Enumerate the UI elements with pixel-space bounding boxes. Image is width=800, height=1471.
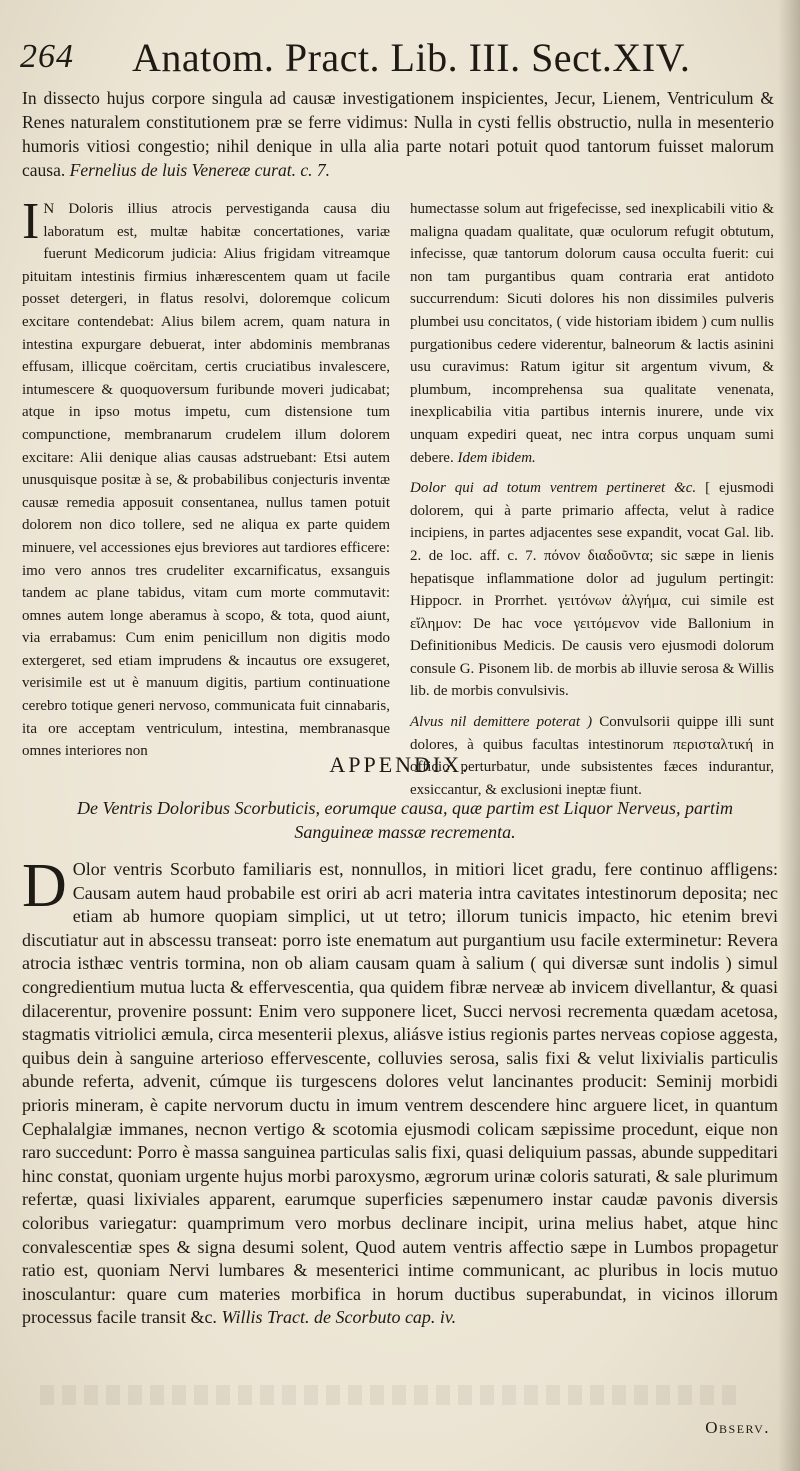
appendix-body xyxy=(22,852,778,1330)
appendix-dropcap: D xyxy=(22,852,67,920)
page-header xyxy=(20,34,780,84)
intro-citation: Fernelius de luis Venereæ curat. c. 7. xyxy=(69,160,330,180)
note1-lead: Dolor qui ad totum ventrem pertineret &c. xyxy=(410,480,697,497)
running-title: Anatom. Pract. Lib. III. Sect.XIV. xyxy=(132,35,691,80)
bleed-through-text xyxy=(40,1385,740,1405)
page-edge-shadow xyxy=(778,0,800,1471)
catchword: Observ. xyxy=(705,1418,770,1437)
annotation-note-1 xyxy=(410,477,774,703)
appendix-paragraph xyxy=(22,852,778,1330)
note1-text: [ ejusmodi dolorem, qui à parte primario affecta, velut à radice incipiens, in partes adjacentes sese expandit, vocat Gal. lib. 2. de loc. aff. c. 7. πόνον διαδοῦντα; sic sæpe in lienis hepatisque inflammatione dolor ad jugulum pertingit: Hippocr. in Prorrhet. γειτόνων ἀλγήμα, cui simile est εἴλημον: De hac voce γειτόμενον vide Ballonium in Definitionibus Medicis. De causis vero ejusmodi dolorum consule G. Pisonem lib. de morbis ab illuvie serosa & Willis lib. de morbis convulsivis. xyxy=(410,480,774,700)
note2-text: Convulsorii quippe illi sunt dolores, à quibus facultas intestinorum περισταλτική in officio perturbatur, unde subsistentes fæces indurantur, exsiccantur, & exclusioni ineptæ fiunt. xyxy=(410,714,775,798)
left-column xyxy=(22,193,390,763)
left-column-text: N Doloris illius atrocis pervestiganda causa diu laboratum est, multæ habitæ concertationes, variæ fuerunt Medicorum judicia: Alius frigidam vitreamque pituitam intestinis firmius inhærescentem quam ut facile posset detergeri, in flatus resolvi, doloremque colicum excitare contendebat: Alius bilem acrem, quam natura in intestina expurgare debuerat, inter abdominis membranas effusam, illicque coërcitam, certis cruciatibus invalescere, intumescere & quoquoversum furibunde moveri judicabat; atque in ipso motus impetu, cum distensione tum compunctione, membranarum crudelem illum dolorem excitare: Alii denique alias causas adstruebant: Etsi autem unusquisque positæ à se, & probabilibus conjecturis inventæ causæ remedia apposuit consentanea, nullus tamen potuit dolorem non dico tollere, sed ne aliqua ex parte quidem minuere, vel accessiones ejus breviores aut tardiores efficere: imo vero annos tres crudeliter excarnificatus, exsanguis tandem ac plane tabidus, vitam cum morte commutavit: omnes autem longe aberamus à scopo, & tota, quod aiunt, via errabamus: Cum enim penicillum non digitis modo extergeret, sed etiam imprudens & incautus ore exsugeret, verisimile est ut è manuum digitis, partium continuatione cerebro totique generi nervoso, communicata fuit cinnabaris, ita ore acceptam ventriculum, intestina, membranasque omnes interiores non xyxy=(22,201,390,760)
appendix-text: Olor ventris Scorbuto familiaris est, nonnullos, in mitiori licet gradu, fere continuo affligens: Causam autem haud probabile est oriri ab acri materia intra cavitates intestinorum deposita; nec etiam ab humore quopiam simplici, ut ut tetro; illorum tunicis impacto, hic etenim brevi discutiatur aut in abscessu transeat: porro iste enematum aut purgantium usu facile exterminetur: Revera atrocia isthæc ventris tormina, non ob aliam causam quam à salium ( qui diversæ sunt indolis ) simul congredientium mutua lucta & effervescentia, qua quidem fibræ nerveæ ab invicem divellantur, & quasi dilacerentur, provenire possunt: Enim vero supponere licet, Succi nervosi recrementa quædam acetosa, stagmatis vitriolici æmula, circa mesenterii plexus, aliásve istius regionis partes nerveas copiose aggesta, quibus dein à sanguine arterioso effervescente, colluvies serosa, salis fixi & velut lixivialis particulis abunde referta, advenit, cúmque iis turgescens dolores velut lancinantes producit: Seminij morbidi prioris mineram, è capite nervorum ductu in imum ventrem descendere hinc arguere licet, in quantum Cephalalgiæ immanes, necnon vertigo & scotomia ejusmodi colicam sæpissime procedunt, eique non raro succedunt: Porro è massa sanguinea particulas salis fixi, quasi deliquium passas, abunde suppeditari hinc constat, quoniam urgente hujus morbi paroxysmo, ægrorum urinæ coloris saturati, & sale plurimum refertæ, quasi lixiviales apparent, earumque superficies sæpenumero instar caudæ pavonis diversis coloribus variegatur: quamprimum vero morbus declinare incipit, urina melius habet, atque hinc convalescentiæ spes & signa desumi solent, Quod autem ventris affectio sæpe in Lumbos propagetur ratio est, quoniam Nervi lumbares & mesenterici intime communicant, ac pluribus in locis mutuo inosculantur: quare cum materies morbifica in horum ductibus superabundat, in vicinos illorum processus facile transit &c. xyxy=(22,859,778,1328)
intro-text: In dissecto hujus corpore singula ad causæ investigationem inspicientes, Jecur, Lienem, Ventriculum & Renes naturalem constitutionem præ se ferre vidimus: Nulla in cysti fellis obstructio, nulla in mesenterio humoris vitiosi congestio; nihil denique in ulla alia parte notari potuit quod tantorum fuisset malorum causa. xyxy=(22,88,774,180)
appendix-heading: APPENDIX. xyxy=(329,752,471,777)
appendix-citation: Willis Tract. de Scorbuto cap. iv. xyxy=(221,1307,457,1328)
left-dropcap: I xyxy=(22,193,40,250)
intro-paragraph xyxy=(22,86,774,182)
page-number: 264 xyxy=(20,38,74,75)
appendix-subtitle: De Ventris Doloribus Scorbuticis, eorumque causa, quæ partim est Liquor Nerveus, partim Sanguineæ massæ recrementa. xyxy=(77,798,733,842)
right-column-citation: Idem ibidem. xyxy=(457,449,536,466)
left-column-paragraph xyxy=(22,193,390,763)
note2-lead: Alvus nil demittere poterat ) xyxy=(410,714,593,731)
right-column-text: humectasse solum aut frigefecisse, sed inexplicabili vitio & maligna quadam qualitate, quæ oculorum refugit obtutum, infecisse, quæ tantorum dolorum causa occulta fuerit: cui non tam purgantibus quam contraria erat antidoto succurrendum: Sicuti dolores his non dissimiles pulveris plumbei usu concitatos, ( vide historiam ibidem ) cum nullis purgationibus cedere viderentur, balneorum & lactis asinini usu curavimus: Ratum igitur sit argentum vivum, & plumbum, incomprehensa sua qualitate venenata, inexplicabilia vitia partibus internis inurere, unde vix unquam expediri queat, nec intra corpus unquam sumi debere. xyxy=(410,201,774,466)
right-column xyxy=(410,198,774,801)
right-column-paragraph xyxy=(410,198,774,469)
